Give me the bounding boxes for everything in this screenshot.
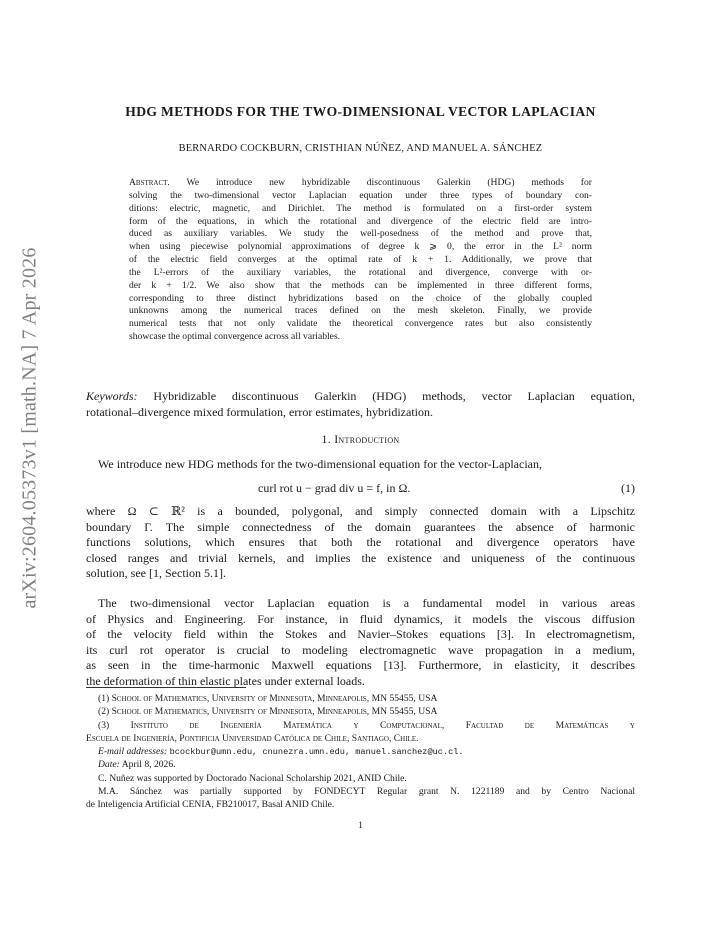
abstract [129,177,592,344]
abstract-line: corresponding to three distinct hybridizations based on the choice of the globally coupled [129,292,592,304]
paragraph-line: The two-dimensional vector Laplacian equation is a fundamental model in various areas [98,596,635,610]
abstract-line: unknowns among the numerical traces defined on the mesh skeleton. Finally, we provide [129,305,592,317]
paragraph-line: boundary Γ. The simple connectedness of the domain guarantees the absence of harmonic [86,519,635,534]
abstract-line: solving the two-dimensional vector Laplacian equation under three types of boundary con- [129,189,592,201]
keywords-line: rotational–divergence mixed formulation, error estimates, hybridization. [86,404,434,419]
support-note-2-line-1: M.A. Sánchez was partially supported by FONDECYT Regular grant N. 1221189 and by Centro Nacional [98,786,635,798]
abstract-line: Abstract. We introduce new hybridizable discontinuous Galerkin (HDG) methods for [129,177,592,188]
paragraph-line: the deformation of thin elastic plates under external loads. [86,673,365,688]
paragraph-line: solution, see [1, Section 5.1]. [86,566,226,581]
keywords-label: Keywords: [86,389,138,403]
email-list: bcockbur@umn.edu, cnunezra.umn.edu, manuel.sanchez@uc.cl. [169,747,464,758]
equation-1 [86,481,635,497]
abstract-line: the L²-errors of the auxiliary variables, the rotational and divergence, converge with or- [129,266,592,278]
abstract-label: Abstract. [129,177,170,188]
abstract-line: form of the equations, in which the rotational and divergence of the electric field are intro- [129,215,592,227]
paragraph-line: functions solutions, which ensures that both the rotational and divergence operators have [86,535,635,550]
equation-text: curl rot u − grad div u = f, in Ω. [258,481,411,495]
abstract-line: ditions: electric, magnetic, and Dirichlet. The method is formulated on a first-order system [129,202,592,214]
keywords-line: Keywords: Hybridizable discontinuous Galerkin (HDG) methods, vector Laplacian equation, [86,389,635,403]
equation-number: (1) [621,481,635,495]
paragraph-line: as seen in the time-harmonic Maxwell equations [13]. Furthermore, in elasticity, it describes [86,658,635,673]
abstract-line: der k + 1/2. We also show that the methods can be implemented in three different forms, [129,279,592,291]
paper-authors: BERNARDO COCKBURN, CRISTHIAN NÚÑEZ, AND MANUEL A. SÁNCHEZ [178,143,543,154]
paper-title: HDG METHODS FOR THE TWO-DIMENSIONAL VECTOR LAPLACIAN [125,104,596,119]
affiliation-2: (2) School of Mathematics, University of Minnesota, Minneapolis, MN 55455, USA [98,706,438,718]
abstract-line: numerical tests that not only validate the theoretical convergence rates but also consistently [129,318,592,330]
affiliation-1: (1) School of Mathematics, University of Minnesota, Minneapolis, MN 55455, USA [98,693,438,704]
email-label: E-mail addresses: [98,746,168,758]
support-note-1: C. Nuñez was supported by Doctorado Nacional Scholarship 2021, ANID Chile. [98,772,407,784]
abstract-line: duced as auxiliary variables. We study the well-posedness of the method and prove that, [129,228,592,240]
abstract-line: when using piecewise polynomial approximations of degree k ⩾ 0, the error in the L² norm [129,241,592,253]
arxiv-sidebar [8,178,52,678]
abstract-line: of the electric field converges at the optimal rate of k + 1. Additionally, we prove that [129,254,592,266]
abstract-line: showcase the optimal convergence across all variables. [129,331,341,343]
affiliation-3-line-2: Escuela de Ingeniería, Pontificia Universidad Católica de Chile, Santiago, Chile. [86,732,419,744]
email-addresses [86,745,635,758]
footnotes [86,692,635,812]
intro-line: We introduce new HDG methods for the two-dimensional equation for the vector-Laplacian, [98,457,542,471]
footnote-rule [86,687,246,688]
section-heading: 1. Introduction [321,432,400,446]
paragraph-line: of Physics and Engineering. For instance, in fluid dynamics, it models the viscous diffusion [86,611,635,626]
date-value: April 8, 2026. [121,759,176,771]
paragraph-line: its curl rot operator is crucial to modeling electromagnetic wave propagation in a medium, [86,642,635,657]
date-line [86,758,635,771]
support-note-2-line-2: de Inteligencia Artificial CENIA, FB210017, Basal ANID Chile. [86,799,335,811]
paragraph-line: closed ranges and trivial kernels, and implies the existence and uniqueness of the continuous [86,550,635,565]
affiliation-3-line-1: (3) Instituto de Ingeniería Matemática y Computacional, Facultad de Matemáticas y [98,719,635,731]
paragraph-2 [86,596,635,690]
intro-text [86,457,635,473]
arxiv-identifier: arXiv:2604.05373v1 [math.NA] 7 Apr 2026 [18,247,41,609]
keywords [86,389,635,420]
paragraph-line: of the velocity field within the Stokes and Navier–Stokes equations [3]. In electromagnetism, [86,627,635,642]
date-label: Date: [98,759,120,771]
page-number: 1 [358,820,363,831]
paragraph-line: where Ω ⊂ ℝ² is a bounded, polygonal, and simply connected domain with a Lipschitz [86,504,635,518]
paragraph-1 [86,504,635,582]
